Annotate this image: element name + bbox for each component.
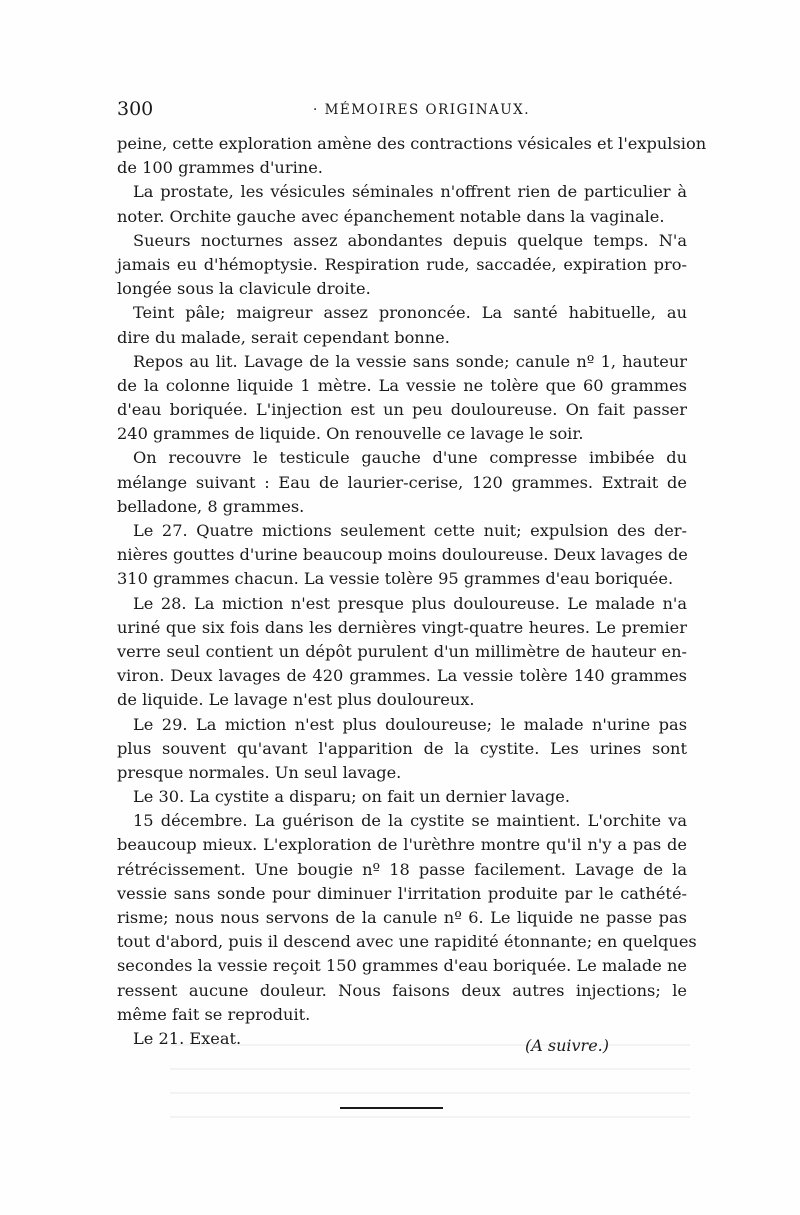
text-line: belladone, 8 grammes. <box>117 496 305 516</box>
text-line: Le 27. Quatre mictions seulement cette nuit; expulsion des der- <box>133 521 687 540</box>
text-line: Sueurs nocturnes assez abondantes depuis quelque temps. N'a <box>133 230 687 250</box>
text-line: de la colonne liquide 1 mètre. La vessie ne tolère que 60 grammes <box>117 375 687 395</box>
text-line: La prostate, les vésicules séminales n'offrent rien de particulier à <box>133 182 687 202</box>
text-line: verre seul contient un dépôt purulent d'un millimètre de hauteur en- <box>117 641 687 661</box>
text-line: d'eau boriquée. L'injection est un peu douloureuse. On fait passer <box>117 400 687 420</box>
text-line: vessie sans sonde pour diminuer l'irritation produite par le cathété- <box>117 883 687 903</box>
text-line: Repos au lit. Lavage de la vessie sans sonde; canule nº 1, hauteur <box>133 351 687 371</box>
text-line: de liquide. Le lavage n'est plus douloureux. <box>117 690 475 710</box>
page-number: 300 <box>117 98 154 120</box>
text-line: risme; nous nous servons de la canule nº 6. Le liquide ne passe pas <box>117 908 687 927</box>
page-header <box>117 98 687 122</box>
text-line: secondes la vessie reçoit 150 grammes d'eau boriquée. Le malade ne <box>117 956 687 976</box>
text-line: 15 décembre. La guérison de la cystite se maintient. L'orchite va <box>133 811 687 831</box>
text-line: de 100 grammes d'urine. <box>117 158 323 178</box>
text-line: 240 grammes de liquide. On renouvelle ce lavage le soir. <box>117 424 584 444</box>
text-line: rétrécissement. Une bougie nº 18 passe facilement. Lavage de la <box>117 859 687 879</box>
text-line: Teint pâle; maigreur assez prononcée. La santé habituelle, au <box>133 303 687 323</box>
text-line: Le 29. La miction n'est plus douloureuse; le malade n'urine pas <box>133 714 687 734</box>
text-line: même fait se reproduit. <box>117 1004 311 1024</box>
text-line: On recouvre le testicule gauche d'une compresse imbibée du <box>133 448 687 468</box>
end-rule <box>340 1107 443 1109</box>
running-head: · MÉMOIRES ORIGINAUX. <box>313 102 531 118</box>
exeat-line: Le 21. Exeat. <box>133 1028 242 1048</box>
text-line: ressent aucune douleur. Nous faisons deux autres injections; le <box>117 980 687 1000</box>
body-text <box>117 132 707 1055</box>
text-line: Le 28. La miction n'est presque plus douloureuse. Le malade n'a <box>133 593 687 613</box>
text-line: tout d'abord, puis il descend avec une rapidité étonnante; en quelques <box>117 932 697 952</box>
to-be-continued: (A suivre.) <box>525 1035 609 1055</box>
text-line: Le 30. La cystite a disparu; on fait un dernier lavage. <box>133 787 570 807</box>
text-line: jamais eu d'hémoptysie. Respiration rude, saccadée, expiration pro- <box>117 254 687 274</box>
text-line: noter. Orchite gauche avec épanchement notable dans la vaginale. <box>117 206 665 226</box>
text-line: nières gouttes d'urine beaucoup moins douloureuse. Deux lavages de <box>117 545 688 565</box>
text-line: beaucoup mieux. L'exploration de l'urèthre montre qu'il n'y a pas de <box>117 835 687 855</box>
text-line: mélange suivant : Eau de laurier-cerise, 120 grammes. Extrait de <box>117 472 687 492</box>
text-line: longée sous la clavicule droite. <box>117 279 371 299</box>
text-line: viron. Deux lavages de 420 grammes. La vessie tolère 140 grammes <box>117 666 687 686</box>
text-line: dire du malade, serait cependant bonne. <box>117 327 450 347</box>
text-line: 310 grammes chacun. La vessie tolère 95 grammes d'eau boriquée. <box>117 569 674 589</box>
text-line: presque normales. Un seul lavage. <box>117 762 402 782</box>
text-line: peine, cette exploration amène des contractions vésicales et l'expulsion <box>117 134 707 153</box>
text-line: plus souvent qu'avant l'apparition de la cystite. Les urines sont <box>117 738 687 758</box>
text-line: uriné que six fois dans les dernières vingt-quatre heures. Le premier <box>117 617 687 637</box>
closing-row <box>117 1027 687 1055</box>
